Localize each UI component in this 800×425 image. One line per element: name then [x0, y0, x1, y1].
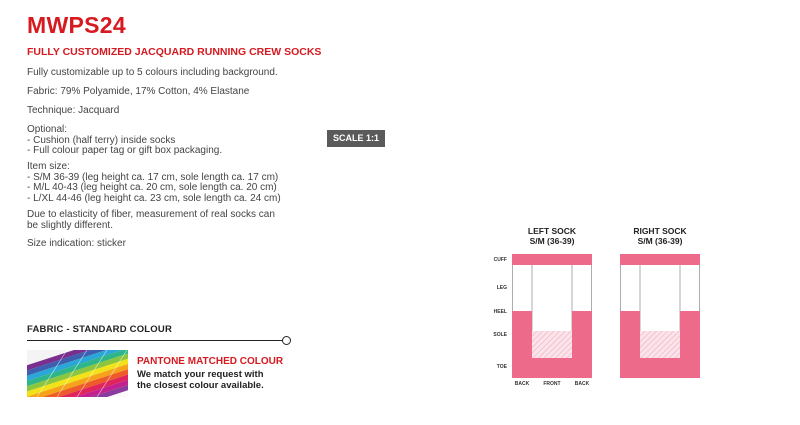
scale-badge: SCALE 1:1 — [327, 130, 385, 147]
pantone-line-1: We match your request with — [137, 369, 264, 380]
desc-colours: Fully customizable up to 5 colours including background. — [27, 67, 278, 78]
left-sock-title: LEFT SOCK — [527, 226, 577, 236]
product-subtitle: FULLY CUSTOMIZED JACQUARD RUNNING CREW SOCKS — [27, 46, 322, 58]
bottom-label-back-left: BACK — [514, 381, 530, 387]
pantone-line-2: the closest colour available. — [137, 380, 264, 391]
bottom-label-back-right: BACK — [574, 381, 590, 387]
fabric-title: FABRIC - STANDARD COLOUR — [27, 324, 173, 335]
row-label-sole: SOLE — [493, 332, 507, 338]
desc-elasticity: Due to elasticity of fiber, measurement of real socks can be slightly different. — [27, 209, 275, 231]
right-sock-title: RIGHT SOCK — [633, 226, 687, 236]
pantone-title: PANTONE MATCHED COLOUR — [137, 356, 284, 367]
desc-item-size: Item size: - S/M 36-39 (leg height ca. 17 cm, sole length ca. 17 cm) - M/L 40-43 (leg height ca. 20 cm, sole length ca. 20 cm) - L/XL 44-46 (leg height ca. 23 cm, sole length ca. 24 cm) — [27, 161, 281, 204]
row-label-cuff: CUFF — [493, 257, 507, 263]
row-label-heel: HEEL — [493, 309, 507, 315]
product-code: MWPS24 — [27, 12, 126, 38]
color-fan-image — [27, 350, 128, 397]
right-sock-diagram — [620, 254, 700, 378]
bottom-label-front: FRONT — [543, 381, 561, 387]
divider-circle-icon — [282, 336, 291, 345]
fabric-divider — [27, 340, 283, 341]
desc-fabric: Fabric: 79% Polyamide, 17% Cotton, 4% Elastane — [27, 86, 250, 97]
left-sock-size: S/M (36-39) — [529, 236, 575, 246]
right-sock-size: S/M (36-39) — [637, 236, 683, 246]
row-label-leg: LEG — [496, 285, 507, 291]
desc-technique: Technique: Jacquard — [27, 105, 120, 116]
row-label-toe: TOE — [496, 364, 507, 370]
desc-optional: Optional: - Cushion (half terry) inside socks - Full colour paper tag or gift box packaging. — [27, 124, 223, 156]
desc-size-indication: Size indication: sticker — [27, 238, 126, 249]
left-sock-diagram — [512, 254, 592, 378]
